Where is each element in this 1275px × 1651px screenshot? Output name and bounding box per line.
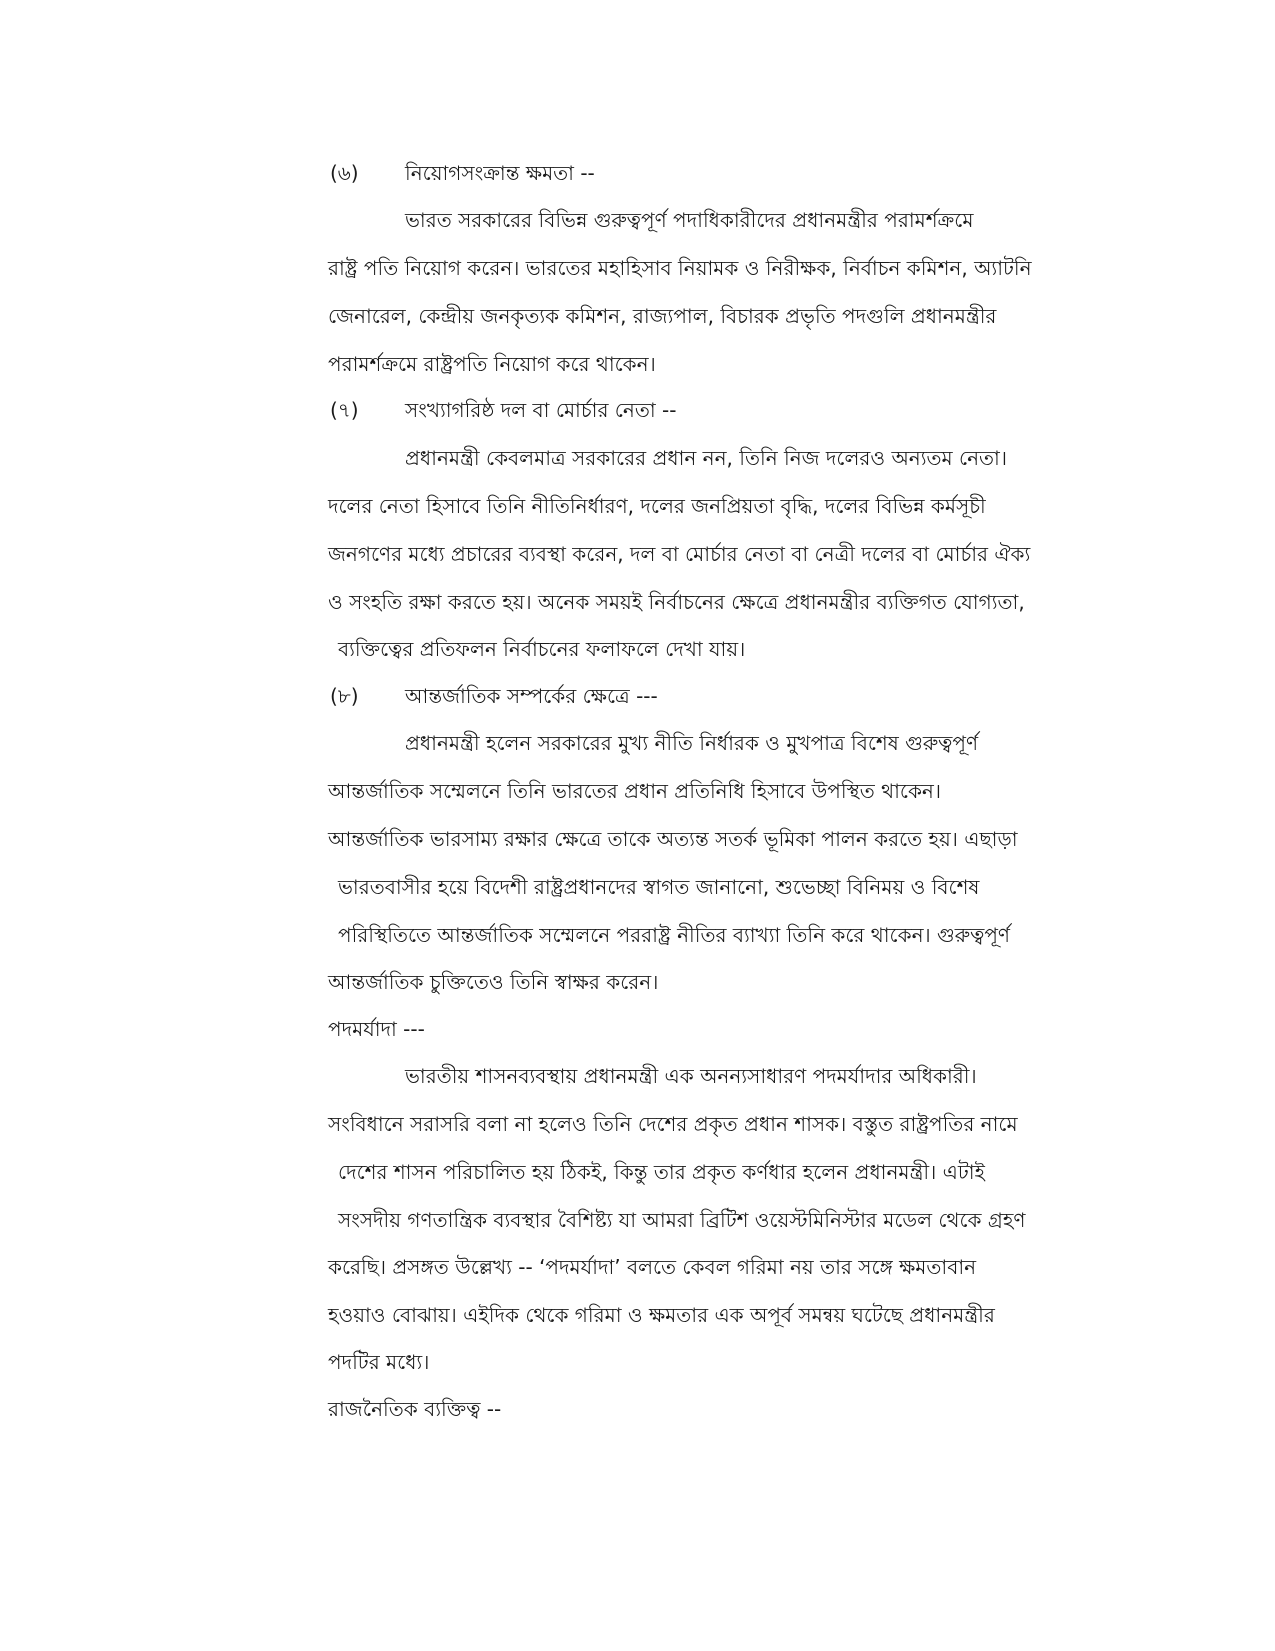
section-6-line-2: রাষ্ট্র পতি নিয়োগ করেন। ভারতের মহাহিসাব নিয়ামক ও নিরীক্ষক, নির্বাচন কমিশন, অ্যাটনি	[328, 256, 1032, 280]
section-7-line-2: দলের নেতা হিসাবে তিনি নীতিনির্ধারণ, দলের জনপ্রিয়তা বৃদ্ধি, দলের বিভিন্ন কর্মসূচী	[328, 494, 986, 518]
padamarjada-heading: পদমর্যাদা ---	[328, 1017, 425, 1041]
section-8-line-3: আন্তর্জাতিক ভারসাম্য রক্ষার ক্ষেত্রে তাকে অত্যন্ত সতর্ক ভূমিকা পালন করতে হয়। এছাড়া	[328, 827, 1018, 851]
section-7-heading: সংখ্যাগরিষ্ঠ দল বা মোর্চার নেতা --	[405, 398, 677, 422]
section-6-line-4: পরামর্শক্রমে রাষ্ট্রপতি নিয়োগ করে থাকেন।	[328, 352, 656, 376]
section-8-line-5: পরিস্থিতিতে আন্তর্জাতিক সম্মেলনে পররাষ্ট্র নীতির ব্যাখ্যা তিনি করে থাকেন। গুরুত্বপূর্ণ	[338, 923, 1010, 947]
section-6-number: (৬)	[330, 161, 359, 185]
section-8-heading: আন্তর্জাতিক সম্পর্কের ক্ষেত্রে ---	[405, 684, 658, 708]
section-6-heading: নিয়োগসংক্রান্ত ক্ষমতা --	[405, 161, 595, 185]
section-7-number: (৭)	[330, 398, 359, 422]
section-8-line-2: আন্তর্জাতিক সম্মেলনে তিনি ভারতের প্রধান প্রতিনিধি হিসাবে উপস্থিত থাকেন।	[328, 779, 942, 803]
section-6-line-3: জেনারেল, কেন্দ্রীয় জনকৃত্যক কমিশন, রাজ্যপাল, বিচারক প্রভৃতি পদগুলি প্রধানমন্ত্রীর	[328, 304, 997, 328]
section-8-line-4: ভারতবাসীর হয়ে বিদেশী রাষ্ট্রপ্রধানদের স্বাগত জানানো, শুভেচ্ছা বিনিময় ও বিশেষ	[338, 875, 980, 899]
padamarjada-line-6: হওয়াও বোঝায়। এইদিক থেকে গরিমা ও ক্ষমতার এক অপূর্ব সমন্বয় ঘটেছে প্রধানমন্ত্রীর	[328, 1303, 995, 1327]
section-6-line-1: ভারত সরকারের বিভিন্ন গুরুত্বপূর্ণ পদাধিকারীদের প্রধানমন্ত্রীর পরামর্শক্রমে	[405, 208, 974, 232]
section-8-number: (৮)	[330, 684, 359, 708]
section-7-line-1: প্রধানমন্ত্রী কেবলমাত্র সরকারের প্রধান নন, তিনি নিজ দলেরও অন্যতম নেতা।	[405, 446, 1007, 470]
padamarjada-line-4: সংসদীয় গণতান্ত্রিক ব্যবস্থার বৈশিষ্ট্য যা আমরা ব্রিটিশ ওয়েস্টমিনিস্টার মডেল থেকে গ্রহণ	[338, 1208, 1026, 1232]
padamarjada-line-1: ভারতীয় শাসনব্যবস্থায় প্রধানমন্ত্রী এক অনন্যসাধারণ পদমর্যাদার অধিকারী।	[405, 1064, 977, 1088]
padamarjada-line-2: সংবিধানে সরাসরি বলা না হলেও তিনি দেশের প্রকৃত প্রধান শাসক। বস্তুত রাষ্ট্রপতির নামে	[328, 1112, 1018, 1136]
padamarjada-line-7: পদটির মধ্যে।	[328, 1350, 430, 1374]
padamarjada-line-5: করেছি। প্রসঙ্গত উল্লেখ্য -- ‘পদমর্যাদা’ বলতে কেবল গরিমা নয় তার সঙ্গে ক্ষমতাবান	[328, 1255, 977, 1279]
padamarjada-line-3: দেশের শাসন পরিচালিত হয় ঠিকই, কিন্তু তার প্রকৃত কর্ণধার হলেন প্রধানমন্ত্রী। এটাই	[338, 1160, 985, 1184]
section-7-line-5: ব্যক্তিত্বের প্রতিফলন নির্বাচনের ফলাফলে দেখা যায়।	[338, 637, 746, 661]
section-7-line-4: ও সংহতি রক্ষা করতে হয়। অনেক সময়ই নির্বাচনের ক্ষেত্রে প্রধানমন্ত্রীর ব্যক্তিগত যোগ্যতা,	[328, 590, 1025, 614]
section-8-line-6: আন্তর্জাতিক চুক্তিতেও তিনি স্বাক্ষর করেন।	[328, 970, 659, 994]
section-8-line-1: প্রধানমন্ত্রী হলেন সরকারের মুখ্য নীতি নির্ধারক ও মুখপাত্র বিশেষ গুরুত্বপূর্ণ	[405, 731, 979, 755]
rajnaitik-heading: রাজনৈতিক ব্যক্তিত্ব --	[328, 1397, 502, 1421]
section-7-line-3: জনগণের মধ্যে প্রচারের ব্যবস্থা করেন, দল বা মোর্চার নেতা বা নেত্রী দলের বা মোর্চার ঐক্য	[328, 542, 1031, 566]
